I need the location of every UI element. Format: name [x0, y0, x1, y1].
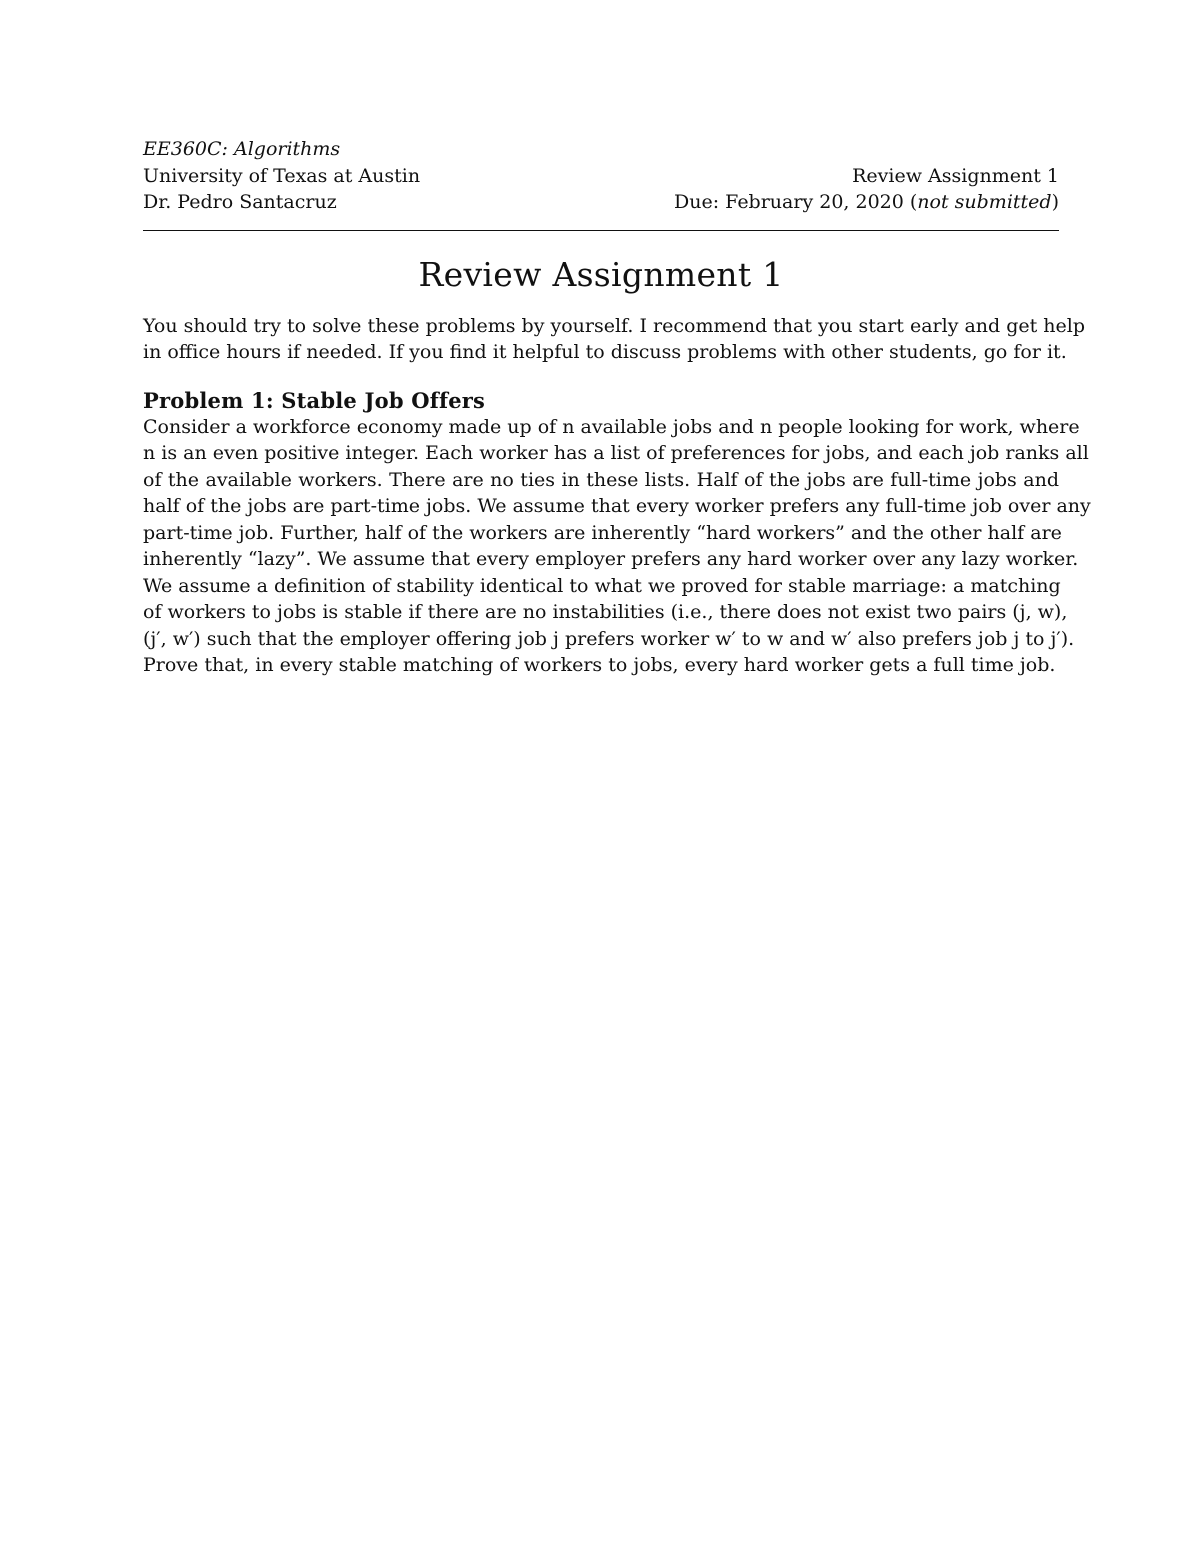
problem-line: of the available workers. There are no ties in these lists. Half of the jobs are full-time jobs and: [143, 468, 1059, 491]
header-course-row: [143, 136, 1059, 163]
problem-line: Prove that, in every stable matching of workers to jobs, every hard worker gets a full time job.: [143, 654, 1056, 676]
header-rule: [143, 230, 1059, 231]
university-name: University of Texas at Austin: [143, 164, 421, 187]
course-name: EE360C: Algorithms: [143, 138, 341, 160]
problem-line: Consider a workforce economy made up of n available jobs and n people looking for work, where: [143, 415, 1080, 438]
due-suffix: ): [1051, 191, 1059, 213]
intro-line: in office hours if needed. If you find it helpful to discuss problems with other students, go for it.: [143, 341, 1067, 363]
document-page: [143, 136, 1091, 679]
instructor-name: Dr. Pedro Santacruz: [143, 191, 337, 213]
problem-line: We assume a definition of stability identical to what we proved for stable marriage: a matching: [143, 574, 1061, 597]
due-date: [674, 189, 1059, 216]
due-note: not submitted: [917, 191, 1052, 213]
problem-line: n is an even positive integer. Each worker has a list of preferences for jobs, and each job ranks all: [143, 442, 1089, 464]
header-university-row: [143, 163, 1059, 190]
problem-line: half of the jobs are part-time jobs. We assume that every worker prefers any full-time job over any: [143, 495, 1091, 517]
problem-heading: Problem 1: Stable Job Offers: [143, 387, 486, 413]
problem-line: (j′, w′) such that the employer offering job j prefers worker w′ to w and w′ also prefers job j to j′).: [143, 627, 1075, 650]
page-title: Review Assignment 1: [418, 254, 784, 294]
intro-line: You should try to solve these problems by yourself. I recommend that you start early and get help: [143, 314, 1086, 337]
intro-paragraph: [143, 313, 1086, 366]
problem-paragraph: [143, 414, 1091, 679]
due-prefix: Due: February 20, 2020 (: [674, 191, 918, 213]
assignment-label: Review Assignment 1: [852, 164, 1059, 187]
problem-line: part-time job. Further, half of the workers are inherently “hard workers” and the other half are: [143, 521, 1062, 544]
problem-line: of workers to jobs is stable if there are no instabilities (i.e., there does not exist two pairs (j, w),: [143, 601, 1068, 623]
problem-line: inherently “lazy”. We assume that every employer prefers any hard worker over any lazy worker.: [143, 548, 1079, 570]
header-instructor-row: [143, 189, 1059, 216]
